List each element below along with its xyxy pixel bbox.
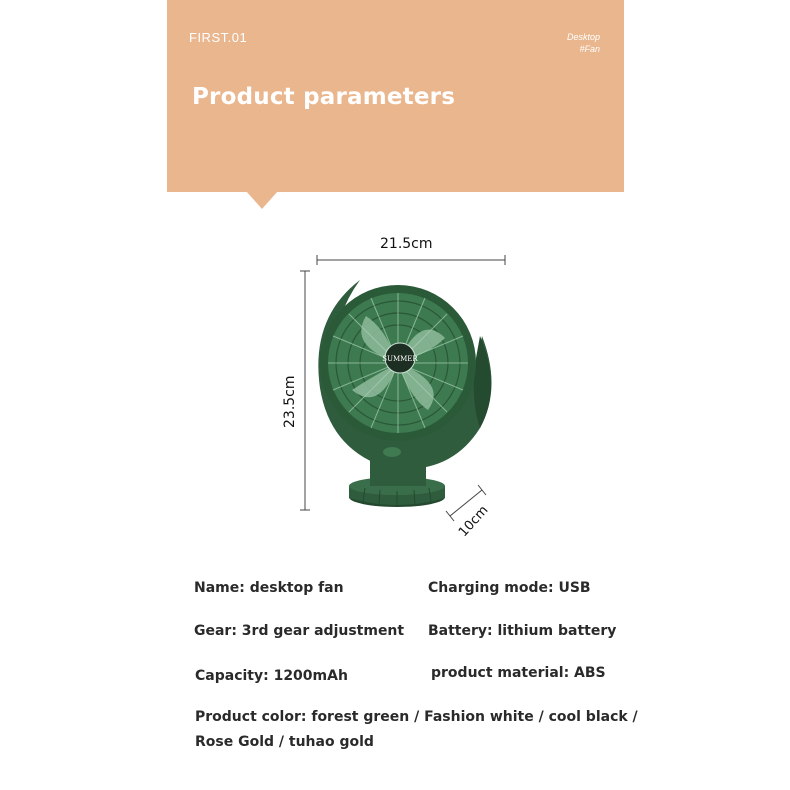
brand-label: SUMMER xyxy=(382,355,418,363)
header-banner xyxy=(167,0,624,192)
spec-capacity: Capacity: 1200mAh xyxy=(195,668,348,684)
tag-line-desktop: Desktop xyxy=(566,32,600,42)
spec-battery: Battery: lithium battery xyxy=(428,623,617,639)
height-dimension: 23.5cm xyxy=(282,375,298,428)
fan-image xyxy=(270,228,520,541)
width-dimension: 21.5cm xyxy=(380,236,433,252)
page-title: Product parameters xyxy=(192,84,456,110)
category-tag xyxy=(567,31,600,55)
banner-notch xyxy=(246,191,278,209)
spec-charging: Charging mode: USB xyxy=(428,580,591,596)
product-illustration xyxy=(270,228,520,541)
spec-material: product material: ABS xyxy=(431,665,606,681)
section-number: FIRST.01 xyxy=(189,30,248,45)
depth-dimension: 10cm xyxy=(456,502,492,541)
spec-color-line-2: Rose Gold / tuhao gold xyxy=(195,734,374,750)
tag-line-fan: #Fan xyxy=(579,44,600,54)
spec-name: Name: desktop fan xyxy=(194,580,344,596)
spec-color-line-1: Product color: forest green / Fashion white / cool black / xyxy=(195,709,638,725)
spec-gear: Gear: 3rd gear adjustment xyxy=(194,623,405,639)
